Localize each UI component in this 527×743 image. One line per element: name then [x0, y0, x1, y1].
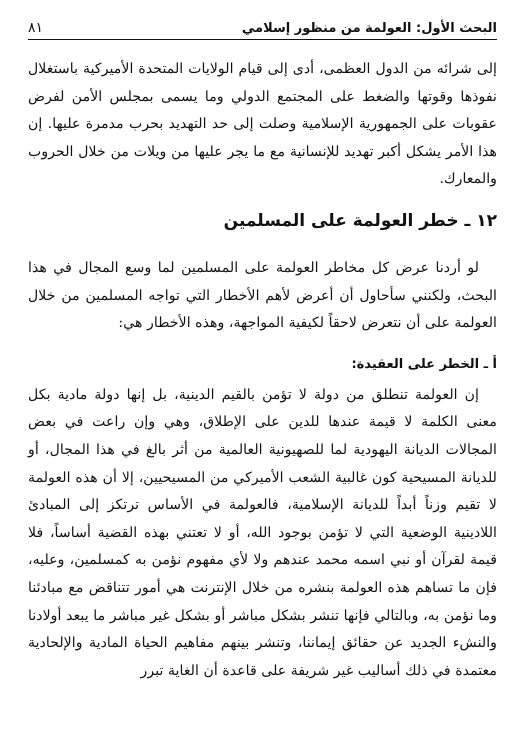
- paragraph-intro: لو أردنا عرض كل مخاطر العولمة على المسلمين لما وسع المجال في هذا البحث، ولكنني سأحاول أن أعرض لأهم الأخطار التي تواجه المسلمين من خلال العولمة على أن نتعرض لاحقاً لكيفية المواجهة، وهذه الأخطار هي:: [28, 259, 497, 332]
- page-header: [28, 14, 497, 40]
- section-heading: ١٢ ـ خطر العولمة على المسلمين: [223, 210, 497, 231]
- paragraph-creed-danger: إن العولمة تنطلق من دولة لا تؤمن بالقيم الدينية، بل إنها دولة مادية بكل معنى الكلمة لا قيمة عندها للدين على الإطلاق، وهي وإن راعت في بعض المجالات الديانة اليهودية لما للصهيونية العالمية من أثر بالغ في هذا المجال، أو للديانة المسيحية كون غالبية الشعب الأميركي من المسيحيين، إلا أن هذه العولمة لا تقيم وزناً أبداً للديانة الإسلامية، فالعولمة في الأساس ترتكز إلى المبادئ اللادينية الوضعية التي لا تؤمن بوجود الله، أو لا تعتني بهذه القضية أساساً، فلا قيمة لقرآن أو نبي اسمه محمد عندهم ولا لأي مفهوم نؤمن به كمسلمين، وعليه، فإن ما تساهم هذه العولمة بنشره من خلال الإنترنت هي أمور تتناقض مع مبادئنا وما نؤمن به، وبالتالي فإنها تنشر بشكل مباشر أو بشكل غير مباشر ما يبعد أولادنا والنشء الجديد عن حقائق إيماننا، وتنشر بينهم مفاهيم الحياة المادية والإلحادية معتمدة في ذلك أساليب غير شريفة على قاعدة أن الغاية تبرر: [28, 386, 497, 679]
- sub-heading: أ ـ الخطر على العقيدة:: [351, 356, 497, 372]
- running-title: البحث الأول: العولمة من منظور إسلامي: [241, 21, 497, 36]
- page-body: [28, 56, 497, 685]
- page-number: ٨١: [28, 20, 44, 36]
- paragraph-continued: إلى شرائه من الدول العظمى، أدى إلى قيام الولايات المتحدة الأميركية باستغلال نفوذها وقوتها والضغط على المجتمع الدولي وما يسمى بمجلس الأمن لفرض عقوبات على الجمهورية الإسلامية وصلت إلى حد التهديد بحرب مدمرة عليها. إن هذا الأمر يشكل أكبر تهديد للإنسانية مع ما يجر عليها من ويلات من خلال الحروب والمعارك.: [28, 61, 497, 188]
